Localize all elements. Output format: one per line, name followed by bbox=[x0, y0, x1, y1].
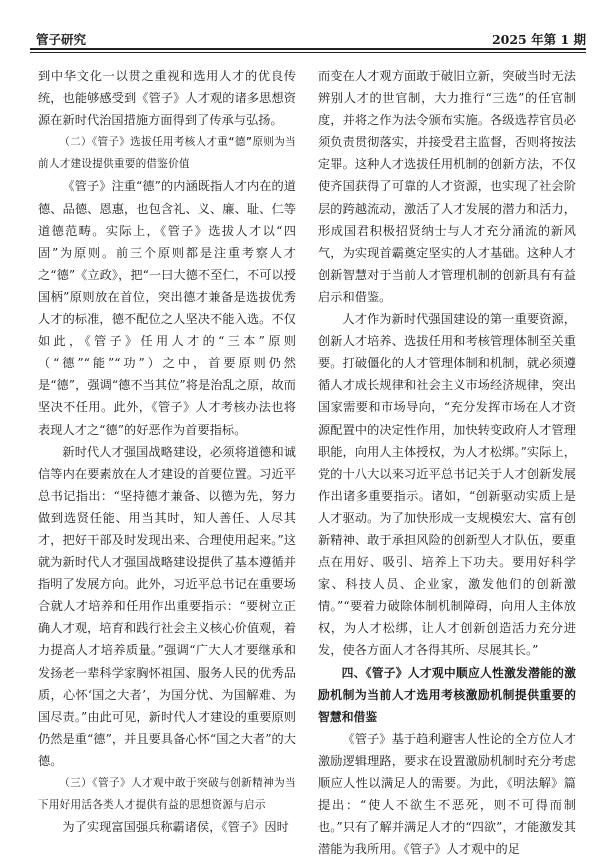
paragraph: 《管子》注重“德”的内涵既指人才内在的道德、品德、恩惠，也包含礼、义、廉、耻、仁等道德范畴。实际上，《管子》选拔人才以“四固”为原则。前三个原则都是注重考察人才之“德”《立政》，把“一曰大德不至仁，不可以授国柄”原则放在首位，突出德才兼备是选拔优秀人才的标准，德不配位之人坚决不能入选。不仅如此，《管子》任用人才的“三本”原则（“德”“能”“功”）之中，首要原则仍然是“德”，强调“德不当其位”将是治乱之原，故而坚决不任用。此外，《管子》人才考核办法也将表现人才之“德”的好恶作为首要指标。 bbox=[38, 179, 296, 437]
header-rule-thin bbox=[30, 52, 586, 53]
journal-title: 管子研究 bbox=[36, 32, 87, 47]
subheading-3: （三）《管子》人才观中敢于突破与创新精神为当下用好用活各类人才提供有益的思想资源与启示 bbox=[38, 777, 296, 812]
right-column bbox=[318, 65, 576, 860]
paragraph: 新时代人才强国战略建设，必须将道德和诚信等内在要素放在人才建设的首要位置。习近平总书记指出：“坚持德才兼备、以德为先，努力做到选贤任能、用当其时，知人善任、人尽其才，把好干部及时发现出来、合理使用起来。”这就为新时代人才强国战略建设提供了基本遵循并指明了发展方向。此外，习近平总书记在重要场合就人才培养和任用作出重要指示：“要树立正确人才观，培育和践行社会主义核心价值观，着力提高人才培养质量。”强调“广大人才要继承和发扬老一辈科学家胸怀祖国、服务人民的优秀品质，心怀‘国之大者’，为国分忧、为国解难、为国尽责。”由此可见，新时代人才建设的重要原则仍然是重“德”，并且要具备心怀“国之大者”的大德。 bbox=[38, 444, 296, 768]
paragraph: 《管子》基于趋利避害人性论的全方位人才激励逻辑理路，要求在设置激励机制时充分考虑顺应人性以满足人的需要。为此，《明法解》篇提出：“使人不欲生不恶死，则不可得而制也。”只有了解并满足人才的“四欲”，才能激发其潜能为我所用。《管子》人才观中的足 bbox=[318, 731, 576, 857]
paragraph: 人才作为新时代强国建设的第一重要资源，创新人才培养、选拔任用和考核管理体制至关重要。打破僵化的人才管理体制和机制，就必须遵循人才成长规律和社会主义市场经济规律，突出国家需要和市场导向，“充分发挥市场在人才资源配置中的决定性作用，加快转变政府人才管理职能，向用人主体授权，为人才松绑。”实际上，党的十八大以来习近平总书记关于人才创新发展作出诸多重要指示。诸如，“创新驱动实质上是人才驱动。为了加快形成一支规模宏大、富有创新精神、敢于承担风险的创新型人才队伍，要重点在用好、吸引、培养上下功夫。要用好科学家、科技人员、企业家，激发他们的创新激情。”“要着力破除体制机制障碍，向用人主体放权，为人才松绑，让人才创新创造活力充分进发，使各方面人才各得其所、尽展其长。” bbox=[318, 312, 576, 658]
subheading-2: （二）《管子》选拔任用考核人才重“德”原则为当前人才建设提供重要的借鉴价值 bbox=[38, 136, 296, 171]
header-rule-thick bbox=[30, 48, 586, 50]
paragraph-continued: 而变在人才观方面敢于破旧立新，突破当时无法辨别人才的世官制，大力推行“三选”的任官制度，并将之作为法令颁布实施。各级选荐官员必须负责贯彻落实，并接受君主监督，否则将按法定罪。这种人才选拔任用机制的创新方法，不仅使齐国获得了可靠的人才资源，也实现了社会阶层的跨越流动，激活了人才发展的潜力和活力，形成国君积极招贤纳士与人才充分涌流的新风气，为实现首霸奠定坚实的人才基础。这种人才创新智慧对于当前人才管理机制的创新具有有益启示和借鉴。 bbox=[318, 69, 576, 304]
page-header bbox=[30, 29, 586, 47]
section-heading-4: 四、《管子》人才观中顺应人性激发潜能的激励机制为当前人才选用考核激励机制提供重要的智慧和借鉴 bbox=[318, 665, 576, 724]
issue-label: 2025 年第 1 期 bbox=[491, 32, 586, 47]
paragraph: 为了实现富国强兵称霸诸侯，《管子》因时 bbox=[62, 820, 289, 835]
paragraph-continued: 到中华文化一以贯之重视和选用人才的优良传统，也能够感受到《管子》人才观的诸多思想资源在新时代治国措施方面得到了传承与弘扬。 bbox=[38, 69, 296, 128]
left-column bbox=[38, 65, 296, 838]
